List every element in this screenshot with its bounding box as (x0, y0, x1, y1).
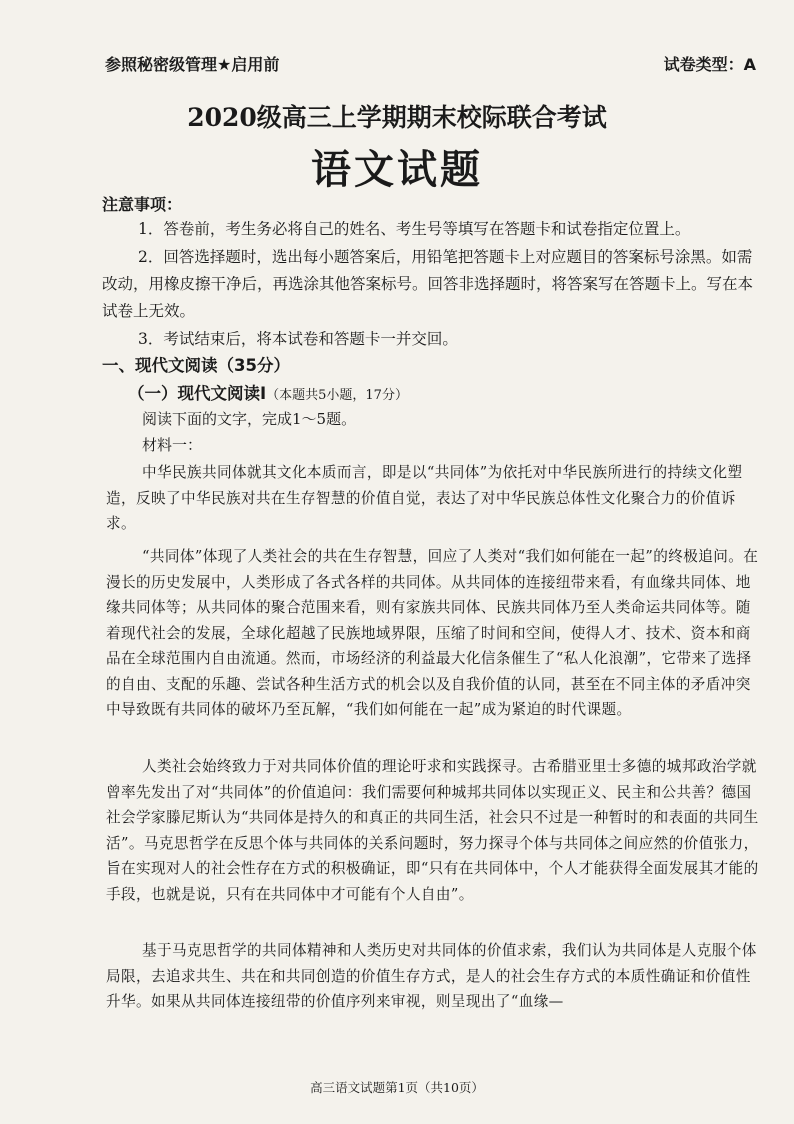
paper-type-label: 试卷类型：A (663, 55, 756, 74)
subsection-note: （本题共5小题，17分） (266, 388, 408, 403)
subsection-title (128, 380, 408, 404)
confidentiality-label: 参照秘密级管理★启用前 (105, 55, 280, 74)
notice-item-1: 1．答卷前，考生务必将自己的姓名、考生号等填写在答题卡和试卷指定位置上。 (138, 220, 691, 238)
exam-title: 2020级高三上学期期末校际联合考试 (187, 103, 607, 132)
paragraph-1: 中华民族共同体就其文化本质而言，即是以“共同体”为依托对中华民族所进行的持续文化塑造，反映了中华民族对共在生存智慧的价值自觉，表达了对中华民族总体性文化聚合力的价值诉求。 (106, 464, 743, 532)
page-footer: 高三语文试题第1页（共10页） (310, 1080, 484, 1095)
section-title: 一、现代文阅读（35分） (102, 356, 290, 375)
paragraph-2: “共同体”体现了人类社会的共在生存智慧，回应了人类对“我们如何能在一起”的终极追问。在漫长的历史发展中，人类形成了各式各样的共同体。从共同体的连接纽带来看，有血缘共同体、地缘共同体等；从共同体的聚合范围来看，则有家族共同体、民族共同体乃至人类命运共同体等。随着现代社会的发展，全球化超越了民族地域界限，压缩了时间和空间，使得人才、技术、资本和商品在全球范围内自由流通。然而，市场经济的利益最大化信条催生了“私人化浪潮”，它带来了选择的自由、支配的乐趣、尝试各种生活方式的机会以及自我价值的认同，甚至在不同主体的矛盾冲突中导致既有共同体的破坏乃至瓦解，“我们如何能在一起”成为紧迫的时代课题。 (106, 548, 759, 718)
notice-item-2: 2．回答选择题时，选出每小题答案后，用铅笔把答题卡上对应题目的答案标号涂黑。如需改动，用橡皮擦干净后，再选涂其他答案标号。回答非选择题时，将答案写在答题卡上。写在本试卷上无效。 (102, 248, 754, 320)
subject-title: 语文试题 (311, 147, 483, 193)
notice-heading: 注意事项： (102, 195, 183, 214)
notice-item-3: 3．考试结束后，将本试卷和答题卡一并交回。 (138, 330, 458, 348)
reading-instruction: 阅读下面的文字，完成1～5题。 (142, 410, 357, 428)
paragraph-3: 人类社会始终致力于对共同体价值的理论吁求和实践探寻。古希腊亚里士多德的城邦政治学就曾率先发出了对“共同体”的价值追问：我们需要何种城邦共同体以实现正义、民主和公共善？德国社会学家滕尼斯认为“共同体是持久的和真正的共同生活，社会只不过是一种暂时的和表面的共同生活”。马克思哲学在反思个体与共同体的关系问题时，努力探寻个体与共同体之间应然的价值张力，旨在实现对人的社会性存在方式的积极确证，即“只有在共同体中，个人才能获得全面发展其才能的手段，也就是说，只有在共同体中才可能有个人自由”。 (106, 758, 759, 903)
subsection-name: （一）现代文阅读Ⅰ (128, 384, 267, 403)
paragraph-4: 基于马克思哲学的共同体精神和人类历史对共同体的价值求索，我们认为共同体是人克服个体局限，去追求共生、共在和共同创造的价值生存方式，是人的社会生存方式的本质性确证和价值性升华。如果从共同体连接纽带的价值序列来审视，则呈现出了“血缘— (106, 942, 757, 1010)
material-label: 材料一： (142, 436, 203, 454)
